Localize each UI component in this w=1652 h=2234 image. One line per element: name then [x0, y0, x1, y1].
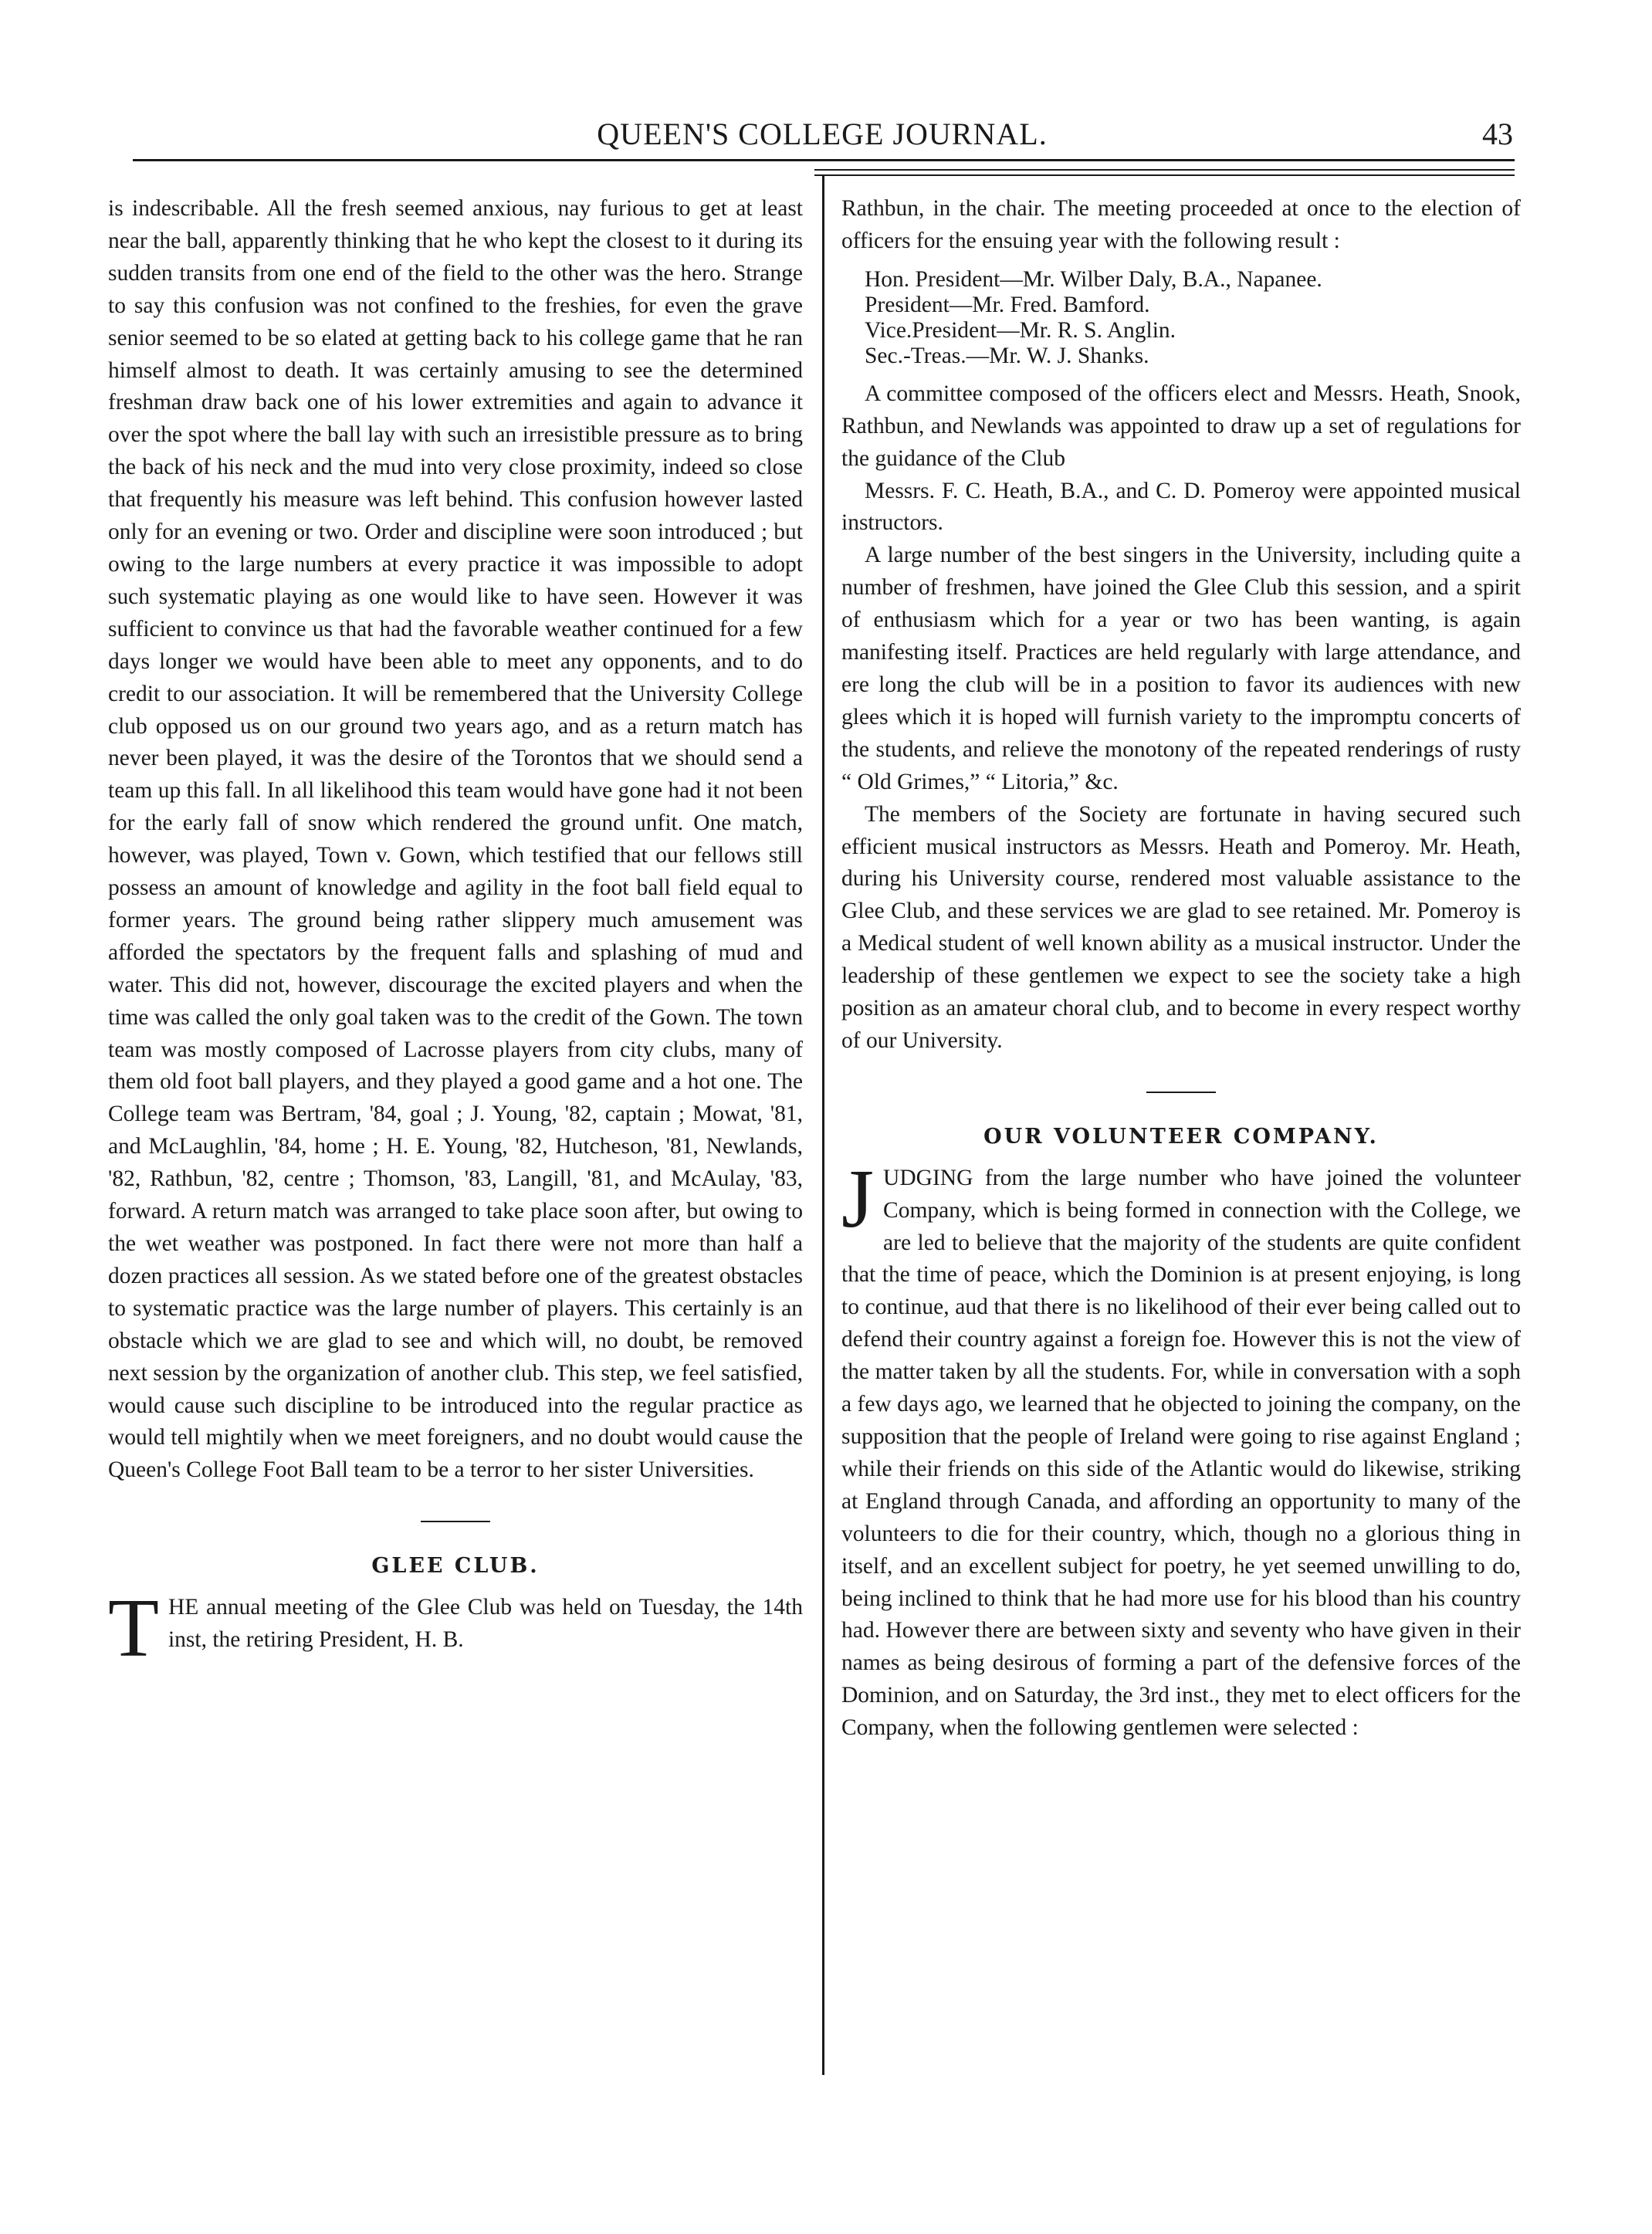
volunteer-dropcap: J [841, 1153, 875, 1245]
singers-paragraph: A large number of the best singers in the University, including quite a number of freshmen, have joined the Glee Club this session, and a spirit of enthusiasm which for a year or two has been wanting, is again manifesting itself. Practices are held regularly with large attendance, and ere long the club will be in a position to favor its audiences with new glees which it is hoped will furnish variety to the impromptu concerts of the students, and relieve the monotony of the repeated renderings of rusty “ Old Grimes,” “ Litoria,” &c. [841, 543, 1521, 794]
header-double-rule-bottom [814, 174, 1515, 176]
right-column [841, 193, 1521, 1745]
instructors-paragraph: Messrs. F. C. Heath, B.A., and C. D. Pomeroy were appointed musical instructors. [841, 478, 1521, 536]
page-number: 43 [1482, 117, 1513, 151]
glee-club-intro [108, 1582, 803, 1675]
football-paragraph: is indescribable. All the fresh seemed anxious, nay furious to get at least near the ball, apparently thinking that he who kept the closest to it during its sudden transits from one end of the field to the other was the hero. Strange to say this confusion was not confined to the freshies, for even the grave senior seemed to be so elated at getting back to his college game that he ran himself almost to death. It was certainly amusing to see the determined freshman draw back one of his lower extremities and again to advance it over the spot where the ball lay with such an irresistible pressure as to bring the back of his neck and the mud into very close proximity, indeed so close that frequently his measure was left behind. This confusion however lasted only for an evening or two. Order and discipline were soon introduced ; but owing to the large numbers at every practice it was impossible to adopt such systematic playing as one would like to have seen. However it was sufficient to convince us that had the favorable weather continued for a few days longer we would have been able to meet any opponents, and to do credit to our association. It will be remembered that the University College club opposed us on our ground two years ago, and as a return match has never been played, it was the desire of the Torontos that we should send a team up this fall. In all likelihood this team would have gone had it not been for the early fall of snow which rendered the ground unfit. One match, however, was played, Town v. Gown, which testified that our fellows still possess an amount of knowledge and agility in the foot ball field equal to former years. The ground being rather slippery much amusement was afforded the spectators by the frequent falls and splashing of mud and water. This did not, however, discourage the excited players and when the time was called the only goal taken was to the credit of the Gown. The town team was mostly composed of Lacrosse players from city clubs, many of them old foot ball players, and they played a good game and a hot one. The College team was Bertram, '84, goal ; J. Young, '82, captain ; Mowat, '81, and McLaughlin, '84, home ; H. E. Young, '82, Hutcheson, '81, Newlands, '82, Rathbun, '82, centre ; Thomson, '83, Langill, '81, and McAulay, '83, forward. A return match was arranged to take place soon after, but owing to the wet weather was postponed. In fact there were not more than half a dozen practices all session. As we stated before one of the greatest obstacles to systematic practice was the large number of players. This certainly is an obstacle which we are glad to see and which will, no doubt, be removed next session by the organization of another club. This step, we feel satisfied, would cause such discipline to be introduced into the regular practice as would tell mightily when we meet foreigners, and no doubt would cause the Queen's College Foot Ball team to be a terror to her sister Universities. [108, 196, 803, 1483]
volunteer-text: UDGING from the large number who have joined the volunteer Company, which is being formed in connection with the College, we are led to believe that the majority of the students are quite confident that the time of peace, which the Dominion is at present enjoying, is long to continue, aud that there is no likelihood of their ever being called out to defend their country against a foreign foe. However this is not the view of the matter taken by all the students. For, while in conversation with a soph a few days ago, we learned that he objected to joining the company, on the supposition that the people of Ireland were going to rise against England ; while their friends on this side of the Atlantic would do likewise, striking at England through Canada, and affording an opportunity to many of the volunteers to die for their country, which, though no a glorious thing in itself, and an excellent subject for poetry, he yet seemed unwilling to do, being inclined to think that he had more use for his blood than his country had. However there are between sixty and seventy who have given in their names as being desirous of forming a part of the defensive forces of the Dominion, and on Saturday, the 3rd inst., they met to elect officers for the Company, when the following gentlemen were selected : [841, 1165, 1521, 1741]
section-divider [421, 1521, 490, 1522]
left-column [108, 193, 803, 1675]
header-double-rule-top [814, 169, 1515, 171]
section-divider [1146, 1092, 1216, 1093]
committee-paragraph: A committee composed of the officers elect and Messrs. Heath, Snook, Rathbun, and Newlands was appointed to draw up a set of regulations for the guidance of the Club [841, 381, 1521, 471]
officers-list [865, 267, 1521, 369]
glee-club-continued: Rathbun, in the chair. The meeting proceeded at once to the election of officers for the ensuing year with the following result : [841, 196, 1521, 253]
glee-dropcap: T [108, 1582, 159, 1675]
running-header [131, 116, 1513, 154]
officer-entry: Hon. President—Mr. Wilber Daly, B.A., Napanee. [865, 266, 1322, 292]
volunteer-company-heading: OUR VOLUNTEER COMPANY. [983, 1124, 1379, 1149]
glee-intro-text: HE annual meeting of the Glee Club was held on Tuesday, the 14th inst, the retiring President, H. B. [168, 1595, 803, 1653]
header-rule [133, 159, 1515, 161]
officer-entry: Vice.President—Mr. R. S. Anglin. [865, 317, 1176, 343]
column-divider [822, 176, 824, 2075]
volunteer-company-paragraph [841, 1153, 1521, 1745]
glee-club-heading: GLEE CLUB. [371, 1554, 540, 1579]
officer-entry: Sec.-Treas.—Mr. W. J. Shanks. [865, 343, 1149, 368]
officer-entry: President—Mr. Fred. Bamford. [865, 292, 1150, 317]
journal-title: QUEEN'S COLLEGE JOURNAL. [597, 117, 1048, 151]
members-paragraph: The members of the Society are fortunate in having secured such efficient musical instructors as Messrs. Heath and Pomeroy. Mr. Heath, during his University course, rendered most valuable assistance to the Glee Club, and these services we are glad to see retained. Mr. Pomeroy is a Medical student of well known ability as a musical instructor. Under the leadership of these gentlemen we expect to see the society take a high position as an amateur choral club, and to become in every respect worthy of our University. [841, 801, 1521, 1053]
